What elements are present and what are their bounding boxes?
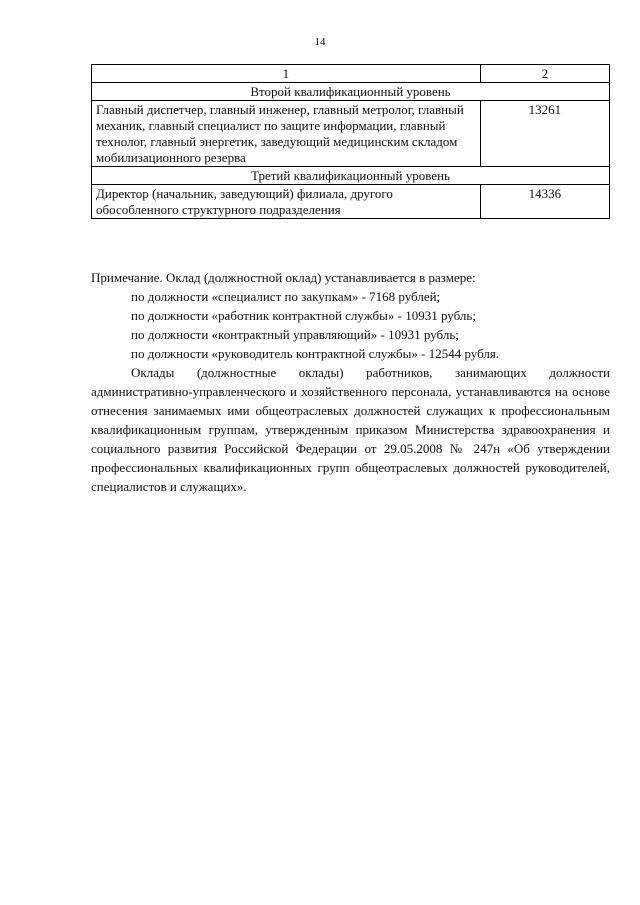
note-intro: Примечание. Оклад (должностной оклад) устанавливается в размере: (91, 270, 476, 285)
page-number: 14 (314, 36, 326, 48)
qualification-level-label: Второй квалификационный уровень (92, 83, 610, 101)
qualification-level-row (92, 83, 610, 101)
note-section (91, 268, 610, 496)
table-header-cell: 2 (480, 65, 609, 83)
note-item: по должности «работник контрактной службы» - 10931 рубль; (131, 308, 476, 323)
salary-table (91, 64, 610, 219)
position-cell: Главный диспетчер, главный инженер, главный метролог, главный механик, главный специалист по защите информации, главный технолог, главный энергетик, заведующий медицинским складом мобилизационного резерва (92, 101, 481, 167)
note-item: по должности «руководитель контрактной службы» - 12544 рубля. (131, 346, 500, 361)
position-cell: Директор (начальник, заведующий) филиала, другого обособленного структурного подразделения (92, 185, 481, 219)
qualification-level-label: Третий квалификационный уровень (92, 167, 610, 185)
salary-cell: 13261 (480, 101, 609, 167)
table-header-row (92, 65, 610, 83)
table-header-cell: 1 (92, 65, 481, 83)
note-item: по должности «специалист по закупкам» - 7168 рублей; (131, 289, 441, 304)
salary-cell: 14336 (480, 185, 609, 219)
note-paragraph: Оклады (должностные оклады) работников, занимающих должности административно-управленческого и хозяйственного персонала, устанавливаются на основе отнесения занимаемых ими общеотраслевых должностей служащих к профессиональным квалификационным группам, утвержденным приказом Министерства здравоохранения и социального развития Российской Федерации от 29.05.2008 № 247н «Об утверждении профессиональных квалификационных групп общеотраслевых должностей руководителей, специалистов и служащих». (91, 365, 610, 494)
table-row (92, 101, 610, 167)
qualification-level-row (92, 167, 610, 185)
table-row (92, 185, 610, 219)
note-item: по должности «контрактный управляющий» - 10931 рубль; (131, 327, 459, 342)
